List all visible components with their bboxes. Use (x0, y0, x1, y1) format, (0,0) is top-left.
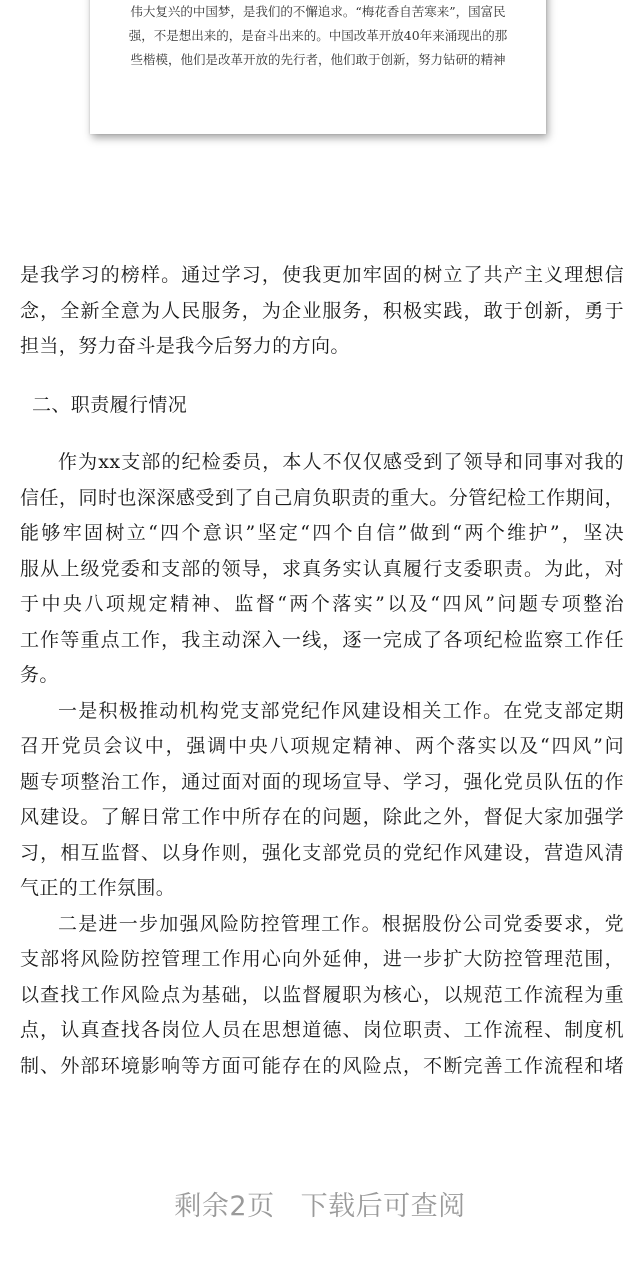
text-line: 于中央八项规定精神、监督“两个落实”以及“四风”问题专项整治 (20, 593, 624, 615)
text-line: 一是积极推动机构党支部党纪作风建设相关工作。在党支部定期 (58, 699, 624, 722)
text-line: 信任，同时也深深感受到了自己肩负职责的重大。分管纪检工作期间， (20, 486, 624, 509)
text-line: 习，相互监督、以身作则，强化支部党员的党纪作风建设，营造风清 (20, 841, 624, 864)
paragraph-risk-control (20, 907, 624, 1085)
text-line: 能够牢固树立“四个意识”坚定“四个自信”做到“两个维护”，坚决 (20, 522, 624, 544)
text-line: 担当，努力奋斗是我今后努力的方向。 (20, 335, 350, 357)
text-line: 务。 (20, 664, 59, 686)
intro-paragraph (20, 258, 624, 365)
text-line: 点，认真查找各岗位人员在思想道德、岗位职责、工作流程、制度机 (20, 1019, 624, 1041)
preview-line: 强，不是想出来的，是奋斗出来的。中国改革开放40年来涌现出的那 (128, 28, 508, 43)
document-body (20, 258, 624, 1084)
download-to-view-label[interactable]: 下载后可查阅 (300, 1191, 466, 1222)
text-line: 工作等重点工作，我主动深入一线，逐一完成了各项纪检监察工作任 (20, 628, 624, 651)
remaining-pages-label[interactable]: 剩余2页 (174, 1191, 275, 1222)
text-line: 是我学习的榜样。通过学习，使我更加牢固的树立了共产主义理想信 (20, 264, 624, 286)
text-line: 念，全新全意为人民服务，为企业服务，积极实践，敢于创新，勇于 (20, 299, 624, 322)
section-heading: 二、职责履行情况 (32, 393, 188, 416)
paragraph-duties (20, 445, 624, 694)
text-line: 气正的工作氛围。 (20, 877, 176, 899)
text-line: 制、外部环境影响等方面可能存在的风险点，不断完善工作流程和堵 (20, 1054, 624, 1077)
text-line: 风建设。了解日常工作中所存在的问题，除此之外，督促大家加强学 (20, 806, 624, 828)
download-prompt-banner[interactable] (0, 1176, 640, 1268)
text-line: 二是进一步加强风险防控管理工作。根据股份公司党委要求，党 (58, 912, 624, 935)
preview-line: 些楷模，他们是改革开放的先行者，他们敢于创新，努力钻研的精神 (130, 52, 506, 67)
paragraph-work-style (20, 694, 624, 907)
text-line: 服从上级党委和支部的领导，求真务实认真履行支委职责。为此，对 (20, 557, 624, 580)
text-line: 作为xx支部的纪检委员，本人不仅仅感受到了领导和同事对我的 (58, 451, 624, 473)
text-line: 召开党员会议中，强调中央八项规定精神、两个落实以及“四风”问 (20, 735, 624, 757)
text-line: 题专项整治工作，通过面对面的现场宣导、学习，强化党员队伍的作 (20, 770, 624, 793)
page-preview-card (90, 0, 546, 134)
preview-line: 伟大复兴的中国梦，是我们的不懈追求。“梅花香自苦寒来”，国富民 (130, 4, 506, 19)
text-line: 支部将风险防控管理工作用心向外延伸，进一步扩大防控管理范围， (20, 948, 624, 970)
text-line: 以查找工作风险点为基础，以监督履职为核心，以规范工作流程为重 (20, 983, 624, 1006)
